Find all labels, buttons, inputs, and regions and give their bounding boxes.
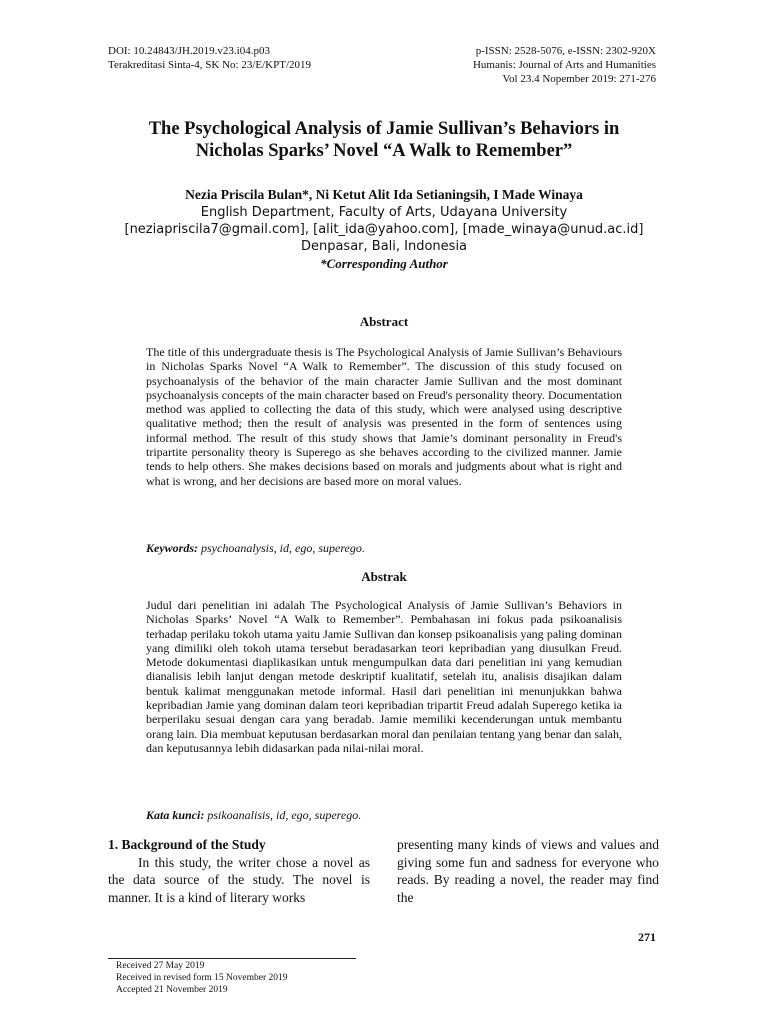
section-1-left-column <box>108 836 370 906</box>
affiliation-location: Denpasar, Bali, Indonesia <box>300 239 468 254</box>
kata-kunci-line <box>146 808 622 823</box>
corresponding-author-note: *Corresponding Author <box>320 256 448 271</box>
page-number: 271 <box>638 930 656 944</box>
received-date: Received 27 May 2019 <box>116 961 205 971</box>
kata-kunci-values: psikoanalisis, id, ego, superego. <box>207 808 362 822</box>
keywords-line <box>146 541 622 556</box>
abstrak-text: Judul dari penelitian ini adalah The Psychological Analysis of Jamie Sullivan’s Behaviors in Nicholas Sparks’ Novel “A Walk to Remember”. Pembahasan ini fokus pada psikoanalisis terhadap perilaku tokoh utama yaitu Jamie Sullivan dan konsep psikoanalisis yang paling dominan yang dimiliki oleh tokoh utama tersebut beradasarkan teori kepribadian yang diusulkan Freud. Metode dokumentasi diaplikasikan untuk mengumpulkan data dari penelitian ini yang kemudian dianalisis lebih lanjut dengan metode deskriptif kualitatif, setelah itu, analisis disajikan dalam bentuk kalimat menggunakan metode informal. Hasil dari penelitian ini menunjukkan bahwa kepribadian Jamie yang dominan dalam teori kepribadian tripartit Freud adalah Superego ketika ia berperilaku sesuai dengan cara yang beradab. Jamie memiliki kecenderungan untuk membantu orang lain. Dia membuat keputusan berdasarkan moral dan penilaian tentang yang benar dan salah, dan keputusannya lebih didasarkan pada nilai-nilai moral. <box>146 598 622 755</box>
journal-header-left <box>108 44 311 72</box>
abstract-text: The title of this undergraduate thesis is The Psychological Analysis of Jamie Sullivan’s Behaviours in Nicholas Sparks Novel “A Walk to Remember”. The discussion of this study focused on psychoanalysis of the behavior of the main character Jamie Sullivan and the most dominant psychoanalysis concepts of the main character based on Freud's personality theory. Documentation method was applied to collecting the data of this study, which were analysed using descriptive qualitative method; then the result of analysis was presented in the form of sentences using informal method. The result of this study shows that Jamie’s dominant personality in Freud's tripartite personality theory is Superego as she behaves according to the civilized manner. Jamie tends to help others. She makes decisions based on morals and judgments about what is right and what is wrong, and her decisions are based more on moral values. <box>146 345 622 488</box>
accreditation-text: Terakreditasi Sinta-4, SK No: 23/E/KPT/2019 <box>108 59 312 71</box>
paper-title <box>100 118 668 162</box>
keywords-values: psychoanalysis, id, ego, superego. <box>201 541 365 555</box>
title-line: Nicholas Sparks’ Novel “A Walk to Remember” <box>195 141 573 161</box>
affiliation-emails: [neziapriscila7@gmail.com], [alit_ida@yahoo.com], [made_winaya@unud.ac.id] <box>124 222 644 237</box>
journal-name: Humanis: Journal of Arts and Humanities <box>472 59 656 71</box>
keywords-label: Keywords: <box>146 541 198 555</box>
affiliation-department: English Department, Faculty of Arts, Udayana University <box>200 205 568 220</box>
author-list: Nezia Priscila Bulan*, Ni Ketut Alit Ida Setianingsih, I Made Winaya <box>185 187 583 202</box>
title-line: The Psychological Analysis of Jamie Sullivan’s Behaviors in <box>148 119 620 139</box>
footnote-divider <box>108 958 356 959</box>
journal-header-right <box>330 44 656 86</box>
kata-kunci-label: Kata kunci: <box>146 808 205 822</box>
issn-text: p-ISSN: 2528-5076, e-ISSN: 2302-920X <box>475 45 656 57</box>
volume-text: Vol 23.4 Nopember 2019: 271-276 <box>502 73 656 85</box>
section-1-heading: 1. Background of the Study <box>108 837 266 852</box>
section-1-left-text: In this study, the writer chose a novel as the data source of the study. The novel is manner. It is a kind of literary works <box>108 854 370 905</box>
revised-date: Received in revised form 15 November 2019 <box>116 973 288 983</box>
accepted-date: Accepted 21 November 2019 <box>116 985 228 995</box>
section-1-right-text: presenting many kinds of views and values and giving some fun and sadness for everyone who reads. By reading a novel, the reader may find the <box>397 837 659 905</box>
doi-text: DOI: 10.24843/JH.2019.v23.i04.p03 <box>108 45 270 57</box>
abstract-heading: Abstract <box>359 314 409 329</box>
abstrak-heading: Abstrak <box>361 569 407 584</box>
footnotes <box>116 960 287 996</box>
